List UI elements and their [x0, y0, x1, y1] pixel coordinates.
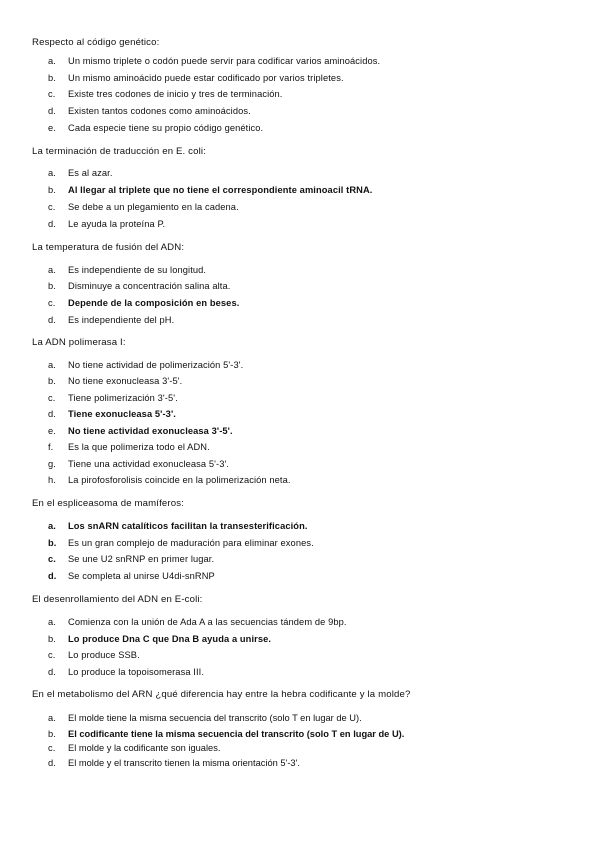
option-letter: d.: [48, 667, 56, 677]
option-letter: a.: [48, 617, 56, 627]
option-text: El molde y la codificante son iguales.: [68, 743, 221, 753]
question-prompt: La ADN polimerasa I:: [32, 337, 126, 348]
option-text: Un mismo aminoácido puede estar codificado por varios tripletes.: [68, 73, 344, 83]
option-text: El molde y el transcrito tienen la misma orientación 5'-3'.: [68, 758, 300, 768]
option-text: El molde tiene la misma secuencia del transcrito (solo T en lugar de U).: [68, 713, 362, 723]
option-letter: d.: [48, 315, 56, 325]
option-letter: b.: [48, 634, 56, 644]
option-letter: b.: [48, 185, 56, 195]
option-letter: e.: [48, 123, 56, 133]
option-text: Es independiente del pH.: [68, 315, 175, 325]
option-letter: f.: [48, 442, 54, 452]
option-text: Al llegar al triplete que no tiene el correspondiente aminoacil tRNA.: [68, 185, 373, 195]
option-letter: a.: [48, 168, 56, 178]
option-text: El codificante tiene la misma secuencia del transcrito (solo T en lugar de U).: [68, 729, 405, 739]
option-text: Tiene una actividad exonucleasa 5'-3'.: [68, 459, 230, 469]
option-letter: a.: [48, 265, 56, 275]
option-text: Le ayuda la proteína P.: [68, 219, 166, 229]
option-letter: d.: [48, 106, 56, 116]
option-letter: a.: [48, 521, 56, 531]
option-text: Tiene polimerización 3'-5'.: [68, 393, 178, 403]
option-letter: c.: [48, 298, 56, 308]
question-prompt: La temperatura de fusión del ADN:: [32, 242, 185, 253]
option-text: No tiene exonucleasa 3'-5'.: [68, 376, 183, 386]
option-letter: d.: [48, 571, 57, 581]
question-prompt: En el espliceasoma de mamíferos:: [32, 498, 184, 509]
option-letter: a.: [48, 56, 56, 66]
option-text: Lo produce la topoisomerasa III.: [68, 667, 205, 677]
option-text: Existe tres codones de inicio y tres de terminación.: [68, 89, 283, 99]
option-letter: b.: [48, 73, 56, 83]
question-prompt: La terminación de traducción en E. coli:: [32, 146, 206, 157]
option-letter: c.: [48, 554, 56, 564]
option-text: Es un gran complejo de maduración para eliminar exones.: [68, 538, 314, 548]
option-text: Disminuye a concentración salina alta.: [68, 281, 231, 291]
option-letter: c.: [48, 650, 56, 660]
option-text: Lo produce Dna C que Dna B ayuda a unirse.: [68, 634, 272, 644]
option-text: Cada especie tiene su propio código genético.: [68, 123, 264, 133]
option-text: Un mismo triplete o codón puede servir para codificar varios aminoácidos.: [68, 56, 381, 66]
option-text: No tiene actividad de polimerización 5'-3'.: [68, 360, 244, 370]
option-text: La pirofosforolisis coincide en la polimerización neta.: [68, 475, 291, 485]
option-text: Es al azar.: [68, 168, 113, 178]
option-letter: b.: [48, 281, 56, 291]
option-text: Depende de la composición en beses.: [68, 298, 240, 308]
option-text: Los snARN catalíticos facilitan la transesterificación.: [68, 521, 308, 531]
question-prompt: El desenrollamiento del ADN en E-coli:: [32, 594, 203, 605]
option-text: Se completa al unirse U4di-snRNP: [68, 571, 215, 581]
option-text: No tiene actividad exonucleasa 3'-5'.: [68, 426, 233, 436]
option-letter: d.: [48, 409, 56, 419]
option-letter: g.: [48, 459, 56, 469]
option-text: Comienza con la unión de Ada A a las secuencias tándem de 9bp.: [68, 617, 347, 627]
option-letter: e.: [48, 426, 56, 436]
option-letter: b.: [48, 538, 57, 548]
option-letter: d.: [48, 758, 56, 768]
option-text: Tiene exonucleasa 5'-3'.: [68, 409, 176, 419]
option-text: Se debe a un plegamiento en la cadena.: [68, 202, 239, 212]
question-prompt: En el metabolismo del ARN ¿qué diferencia hay entre la hebra codificante y la molde?: [32, 689, 411, 700]
option-letter: c.: [48, 743, 56, 753]
option-text: Es independiente de su longitud.: [68, 265, 207, 275]
option-letter: c.: [48, 202, 56, 212]
option-text: Es la que polimeriza todo el ADN.: [68, 442, 210, 452]
option-letter: a.: [48, 360, 56, 370]
option-letter: d.: [48, 219, 56, 229]
option-letter: h.: [48, 475, 56, 485]
option-letter: c.: [48, 393, 56, 403]
option-text: Se une U2 snRNP en primer lugar.: [68, 554, 215, 564]
option-text: Existen tantos codones como aminoácidos.: [68, 106, 251, 116]
option-letter: c.: [48, 89, 56, 99]
option-letter: b.: [48, 729, 56, 739]
question-prompt: Respecto al código genético:: [32, 37, 160, 48]
option-letter: a.: [48, 713, 56, 723]
option-text: Lo produce SSB.: [68, 650, 140, 660]
option-letter: b.: [48, 376, 56, 386]
